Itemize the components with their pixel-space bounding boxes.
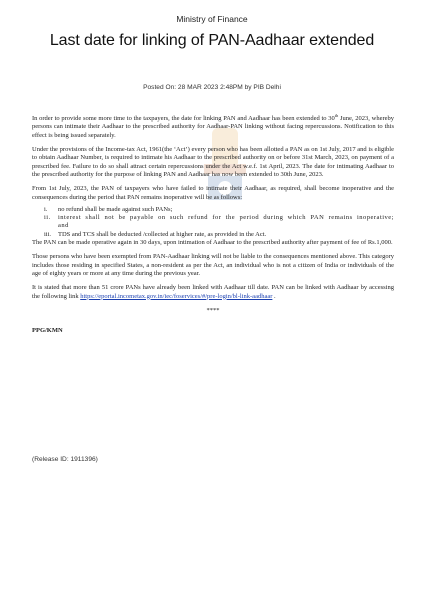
release-id: (Release ID: 1911396)	[32, 456, 98, 463]
separator-stars: ****	[206, 306, 220, 314]
list-item: i. no refund shall be made against such PANs;	[44, 205, 173, 213]
paragraph-6: It is stated that more than 51 crore PANs have already been linked with Aadhaar till date. PAN can be linked with Aadhaar by accessing the following link https://eportal.incometax.gov.in/iec/foservices/#/pre-login/bl-link-aadhaar .	[32, 284, 394, 300]
aadhaar-link[interactable]: https://eportal.incometax.gov.in/iec/foservices/#/pre-login/bl-link-aadhaar	[80, 292, 273, 300]
paragraph-5: Those persons who have been exempted from PAN-Aadhaar linking will not be liable to the consequences mentioned above. This category includes those residing in specified States, a non-resident as per the Act, an individual who is not a citizen of India or individuals of the age of eighty years or more at any time during the previous year.	[32, 253, 394, 277]
page-title: Last date for linking of PAN-Aadhaar extended	[49, 32, 375, 49]
list-item: iii. TDS and TCS shall be deducted /collected at higher rate, as provided in the Act.	[44, 230, 267, 238]
paragraph-3: From 1st July, 2023, the PAN of taxpayers who have failed to intimate their Aadhaar, as required, shall become inoperative and the consequences during the period that PAN remains inoperative will be as follows:	[32, 185, 394, 201]
ministry-name: Ministry of Finance	[176, 14, 248, 24]
paragraph-4: The PAN can be made operative again in 30 days, upon intimation of Aadhaar to the prescribed authority after payment of fee of Rs.1,000.	[32, 239, 393, 247]
paragraph-2: Under the provisions of the Income-tax Act, 1961(the ‘Act’) every person who has been allotted a PAN as on 1st July, 2017 and is eligible to obtain Aadhaar Number, is required to intimate his Aadhaar to the prescribed authority on or before 31st March, 2023, on payment of a prescribed fee. Failure to do so shall attract certain repercussions under the Act w.e.f. 1st April, 2023. The date for intimating Aadhaar to the prescribed authority for the purpose of linking PAN and Aadhaar has now been extended to 30th June, 2023.	[32, 146, 394, 178]
posted-date: Posted On: 28 MAR 2023 2:48PM by PIB Delhi	[143, 84, 281, 91]
release-body	[32, 112, 394, 335]
signature-initials: PPG/KMN	[32, 327, 63, 335]
list-item: ii. interest shall not be payable on such refund for the period during which PAN remains inoperative; and	[44, 214, 394, 230]
consequences-list	[32, 206, 394, 239]
paragraph-1: In order to provide some more time to the taxpayers, the date for linking PAN and Aadhaar has been extended to 30th June, 2023, whereby persons can intimate their Aadhaar to the prescribed authority for Aadhaar-PAN linking without facing repercussions. Notification to this effect is being issued separately.	[32, 113, 395, 139]
